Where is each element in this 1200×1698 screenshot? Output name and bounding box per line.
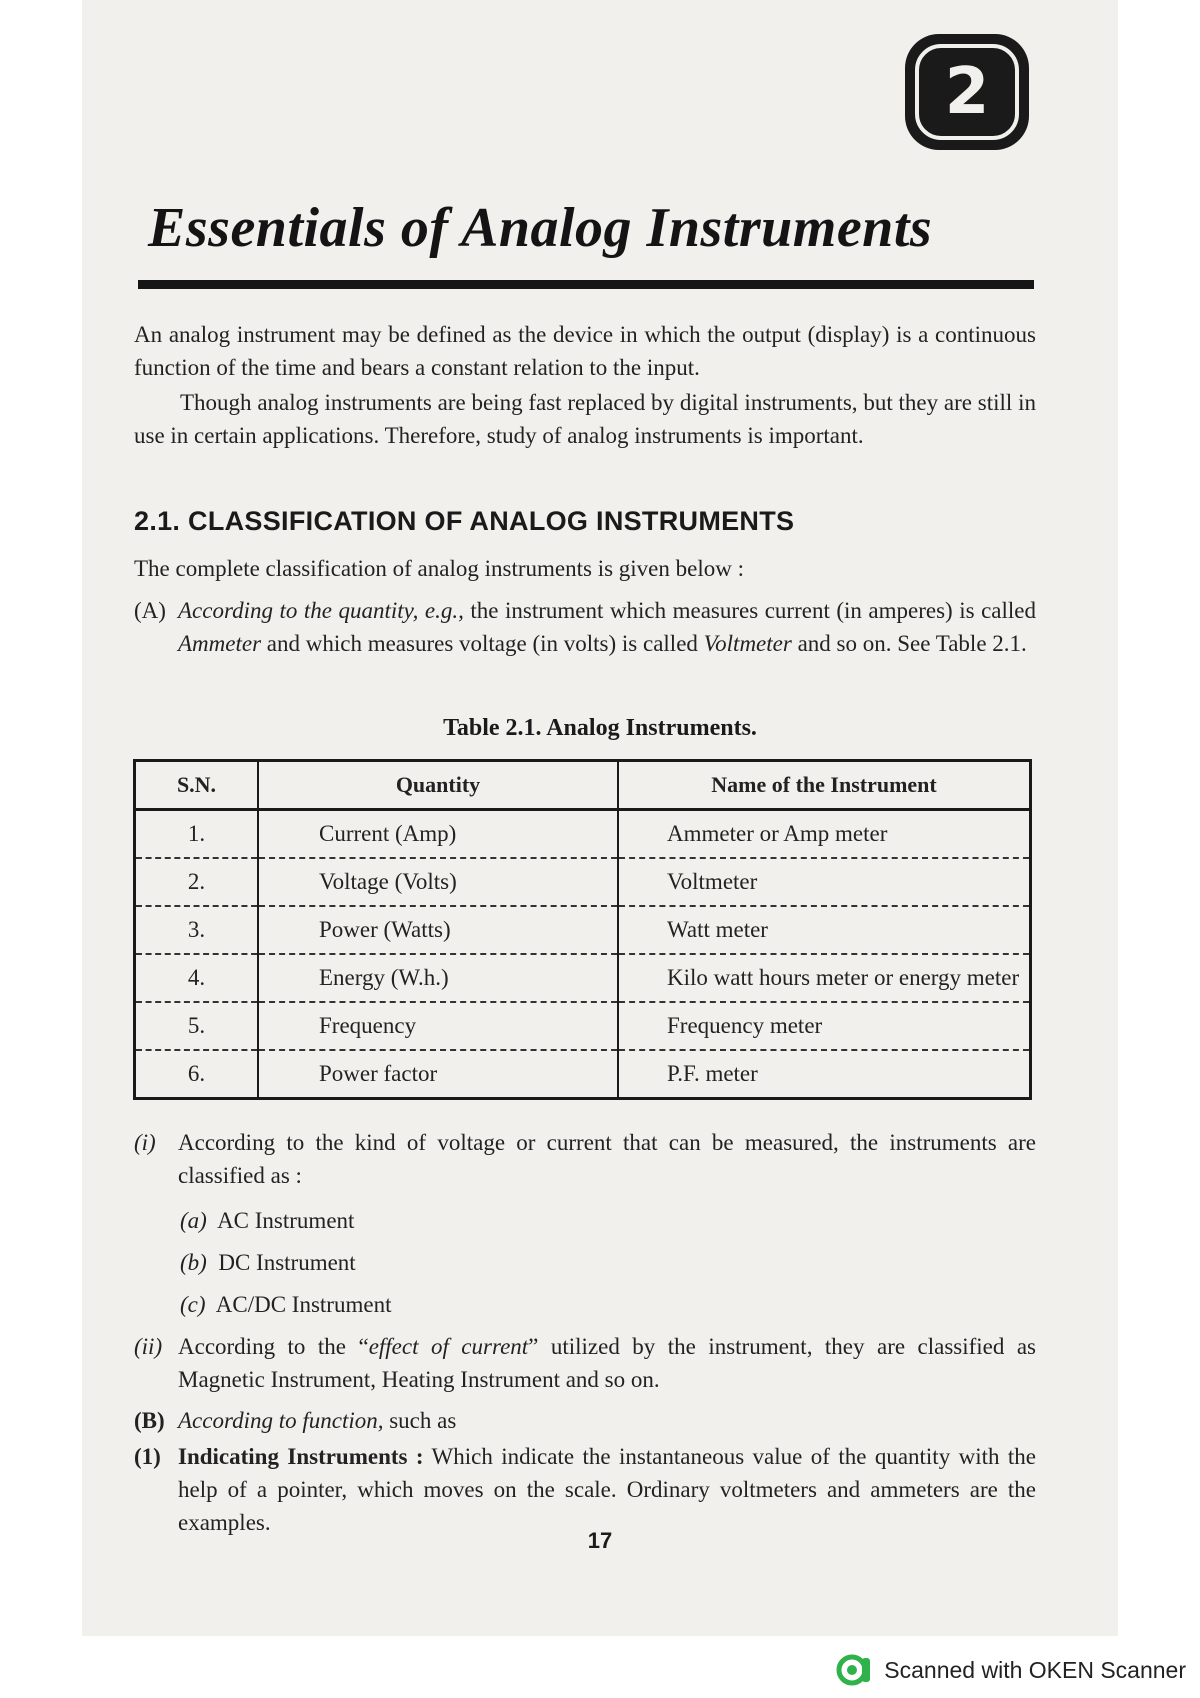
cell-instrument: Ammeter or Amp meter (618, 810, 1031, 859)
cell-instrument: Frequency meter (618, 1002, 1031, 1050)
item-1-marker: (1) (134, 1444, 161, 1469)
table-row (135, 858, 1031, 906)
cell-sn: 1. (135, 810, 259, 859)
item-a-text-3: and so on. See Table 2.1. (791, 631, 1027, 656)
item-i-text: According to the kind of voltage or current that can be measured, the instruments are classified as : (178, 1130, 1036, 1188)
cell-sn: 2. (135, 858, 259, 906)
item-a-marker: (A) (134, 598, 166, 623)
intro-paragraph-1: An analog instrument may be defined as the device in which the output (display) is a continuous function of the time and bears a constant relation to the input. (134, 322, 1036, 380)
item-i-marker: (i) (134, 1130, 156, 1155)
sub-item-b (180, 1246, 356, 1279)
instruments-table (133, 759, 1032, 1100)
cell-instrument: P.F. meter (667, 1061, 758, 1086)
scanner-watermark (836, 1652, 1186, 1688)
table-row (135, 954, 1031, 1002)
cell-quantity: Current (Amp) (258, 810, 618, 859)
item-ii-text-2: ” utilized by the instrument, they are classified as Magnetic Instrument, Heating Instrument and so on. (178, 1334, 1037, 1392)
item-b-text: such as (383, 1408, 457, 1433)
item-1 (134, 1440, 1036, 1539)
cell-sn: 4. (135, 954, 259, 1002)
item-a (134, 594, 1036, 660)
item-b (134, 1404, 1036, 1437)
sub-item-c (180, 1288, 391, 1321)
sub-item-b-marker: (b) (180, 1250, 207, 1275)
cell-quantity: Energy (W.h.) (258, 954, 618, 1002)
sub-item-c-text: AC/DC Instrument (215, 1292, 392, 1317)
cell-sn: 6. (135, 1050, 259, 1099)
table-row (135, 1050, 1031, 1099)
intro-paragraph-2: Though analog instruments are being fast replaced by digital instruments, but they are still in use in certain applications. Therefore, study of analog instruments is important. (134, 390, 1036, 448)
table-row (135, 1002, 1031, 1050)
sub-item-c-marker: (c) (180, 1292, 206, 1317)
item-b-italic: According to function, (178, 1408, 384, 1433)
item-a-text-1: the instrument which measures current (in amperes) is called (463, 598, 1036, 623)
header-instrument: Name of the Instrument (618, 761, 1031, 810)
item-a-italic-3: Voltmeter (703, 631, 792, 656)
item-ii-text-1: According to the “ (178, 1334, 369, 1359)
table-header-row (135, 761, 1031, 810)
sub-item-a-text: AC Instrument (217, 1208, 355, 1233)
chapter-title: Essentials of Analog Instruments (148, 197, 933, 259)
item-i (134, 1126, 1036, 1192)
item-ii (134, 1330, 1036, 1396)
cell-instrument: Watt meter (618, 906, 1031, 954)
chapter-number-badge (905, 34, 1029, 150)
cell-quantity: Voltage (Volts) (258, 858, 618, 906)
item-1-bold: Indicating Instruments : (178, 1444, 424, 1469)
item-b-marker: (B) (134, 1408, 165, 1433)
table-row (135, 810, 1031, 859)
sub-item-a (180, 1204, 354, 1237)
scanner-label: Scanned with OKEN Scanner (884, 1656, 1186, 1683)
scanner-logo-icon (836, 1652, 872, 1688)
cell-sn: 5. (135, 1002, 259, 1050)
header-quantity: Quantity (258, 761, 618, 810)
section-lead: The complete classification of analog instruments is given below : (134, 556, 744, 581)
cell-quantity: Frequency (258, 1002, 618, 1050)
table-caption: Table 2.1. Analog Instruments. (443, 715, 757, 741)
sub-item-a-marker: (a) (180, 1208, 207, 1233)
cell-sn: 3. (135, 906, 259, 954)
item-ii-italic: effect of current (368, 1334, 529, 1359)
item-a-italic-2: Ammeter (178, 631, 262, 656)
table-row (135, 906, 1031, 954)
cell-quantity: Power factor (258, 1050, 618, 1099)
cell-instrument: Voltmeter (618, 858, 1031, 906)
item-a-italic-1: According to the quantity, e.g., (178, 598, 464, 623)
cell-quantity: Power (Watts) (258, 906, 618, 954)
section-heading: 2.1. CLASSIFICATION OF ANALOG INSTRUMENTS (134, 506, 795, 536)
cell-instrument: Kilo watt hours meter or energy meter (618, 954, 1031, 1002)
page-number: 17 (587, 1528, 613, 1553)
sub-item-b-text: DC Instrument (218, 1250, 356, 1275)
chapter-number: 2 (944, 55, 990, 129)
header-sn: S.N. (135, 761, 259, 810)
item-a-text-2: and which measures voltage (in volts) is called (261, 631, 704, 656)
item-1-text: Which indicate the instantaneous value of the quantity with the help of a pointer, which moves on the scale. Ordinary voltmeters and ammeters are the examples. (178, 1444, 1036, 1535)
item-ii-marker: (ii) (134, 1334, 163, 1359)
title-rule (138, 280, 1034, 289)
